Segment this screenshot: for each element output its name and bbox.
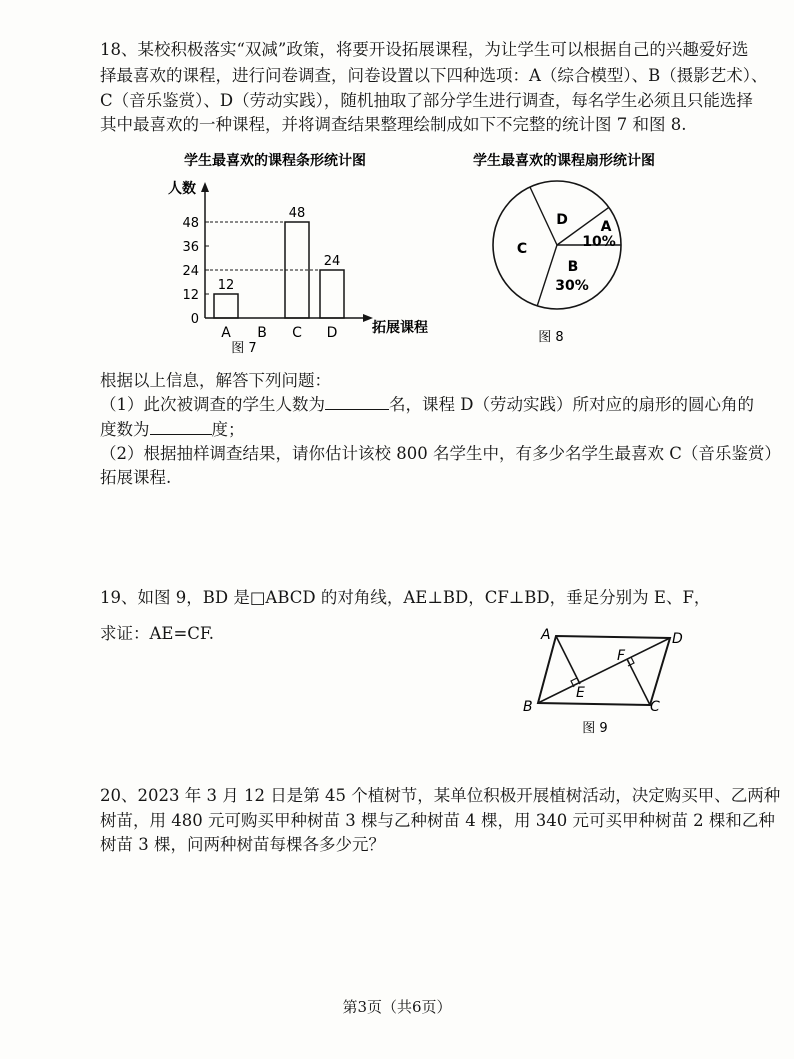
- x-tick-label: A: [221, 325, 231, 341]
- x-tick-label: D: [326, 325, 338, 341]
- point-label-e: E: [576, 685, 585, 701]
- y-tick-label: 48: [182, 216, 199, 231]
- q18-part1-line1: [100, 395, 754, 415]
- q18-line-4: 其中最喜欢的一种课程，并将调查结果整理绘制成如下不完整的统计图 7 和图 8.: [100, 115, 687, 134]
- bar-value-label: 48: [288, 206, 306, 221]
- q18-part1-text-a: （1）此次被调查的学生人数为: [100, 395, 325, 414]
- q18-part2-line2: 拓展课程.: [100, 468, 172, 487]
- q18-part1-text-d: 度；: [211, 420, 245, 439]
- bar-chart-axes: [201, 182, 373, 322]
- x-tick-label: B: [257, 325, 267, 341]
- bar-chart-xlabel: 拓展课程: [372, 320, 428, 336]
- point-label-f: F: [617, 648, 626, 664]
- bar-chart-ylabel: 人数: [168, 181, 196, 197]
- pie-slice-a-value: 10%: [582, 234, 616, 250]
- q18-line-2: 择最喜欢的课程，进行问卷调查，问卷设置以下四种选项：A（综合模型）、B（摄影艺术）、: [100, 66, 768, 85]
- pie-chart-slices: [493, 181, 621, 309]
- x-tick-label: C: [292, 325, 302, 341]
- diagonal-bd: [538, 638, 670, 703]
- bar-D: [320, 270, 344, 318]
- y-tick-label: 36: [182, 240, 199, 255]
- q18-part1-text-c: 度数为: [100, 420, 150, 439]
- segment-ae: [556, 636, 580, 684]
- bar-chart-y-arrow: [201, 182, 209, 192]
- q20-line-3: 树苗 3 棵，问两种树苗每棵各多少元？: [100, 835, 385, 854]
- q19-line-1: 19、如图 9，BD 是□ABCD 的对角线，AE⊥BD，CF⊥BD，垂足分别为 E、F，: [100, 588, 711, 607]
- bar-value-label: 12: [217, 278, 235, 293]
- y-tick-label: 12: [182, 288, 199, 303]
- q20-line-2: 树苗，用 480 元可购买甲种树苗 3 棵与乙种树苗 4 棵，用 340 元可买甲种树苗 2 棵和乙种: [100, 811, 775, 830]
- point-label-d: D: [672, 631, 683, 647]
- figure-8-caption: 图 8: [538, 330, 564, 345]
- pie-chart: [450, 145, 720, 350]
- q18-part2-line1: （2）根据抽样调查结果，请你估计该校 800 名学生中，有多少名学生最喜欢 C（音乐鉴赏）: [100, 444, 781, 463]
- answer-blank-count: [325, 409, 389, 410]
- figure-7-caption: 图 7: [231, 341, 257, 356]
- q18-line-3: C（音乐鉴赏）、D（劳动实践），随机抽取了部分学生进行调查，每名学生必须且只能选择: [100, 91, 753, 110]
- bar-chart-bars: [214, 206, 344, 341]
- bar-value-label: 24: [323, 254, 341, 269]
- point-label-c: C: [650, 699, 660, 715]
- bar-chart-title: 学生最喜欢的课程条形统计图: [184, 153, 366, 169]
- point-label-a: A: [541, 627, 551, 643]
- parallelogram-figure: [510, 622, 720, 740]
- pie-slice-boundary: [530, 187, 557, 245]
- q20-line-1: 20、2023 年 3 月 12 日是第 45 个植树节，某单位积极开展植树活动，决定购买甲、乙两种: [100, 786, 781, 805]
- q19-line-2: 求证：AE=CF.: [100, 624, 215, 643]
- bar-A: [214, 294, 238, 318]
- pie-slice-d-label: D: [556, 212, 568, 228]
- figure-9-caption: 图 9: [582, 721, 608, 736]
- page-number-footer: 第3页（共6页）: [342, 998, 452, 1016]
- y-tick-label: 0: [190, 312, 199, 327]
- bar-chart: [160, 145, 450, 360]
- pie-chart-title: 学生最喜欢的课程扇形统计图: [473, 153, 655, 169]
- pie-slice-b-label: B: [567, 259, 579, 275]
- q18-part1-text-b: 名，课程 D（劳动实践）所对应的扇形的圆心角的: [389, 395, 754, 414]
- y-tick-label: 24: [182, 264, 199, 279]
- point-label-b: B: [523, 699, 533, 715]
- q18-intro: 根据以上信息，解答下列问题：: [100, 371, 331, 390]
- q18-line-1: 18、某校积极落实“双减”政策，将要开设拓展课程，为让学生可以根据自己的兴趣爱好选: [100, 40, 749, 59]
- pie-slice-boundary: [537, 245, 557, 306]
- segment-cf: [627, 659, 650, 705]
- pie-slice-b-value: 30%: [555, 278, 589, 294]
- pie-slice-a-label: A: [600, 219, 612, 235]
- q18-part1-line2: [100, 420, 245, 440]
- answer-blank-angle: [150, 434, 212, 435]
- bar-chart-ticks: [182, 216, 343, 327]
- pie-slice-c-label: C: [516, 241, 528, 257]
